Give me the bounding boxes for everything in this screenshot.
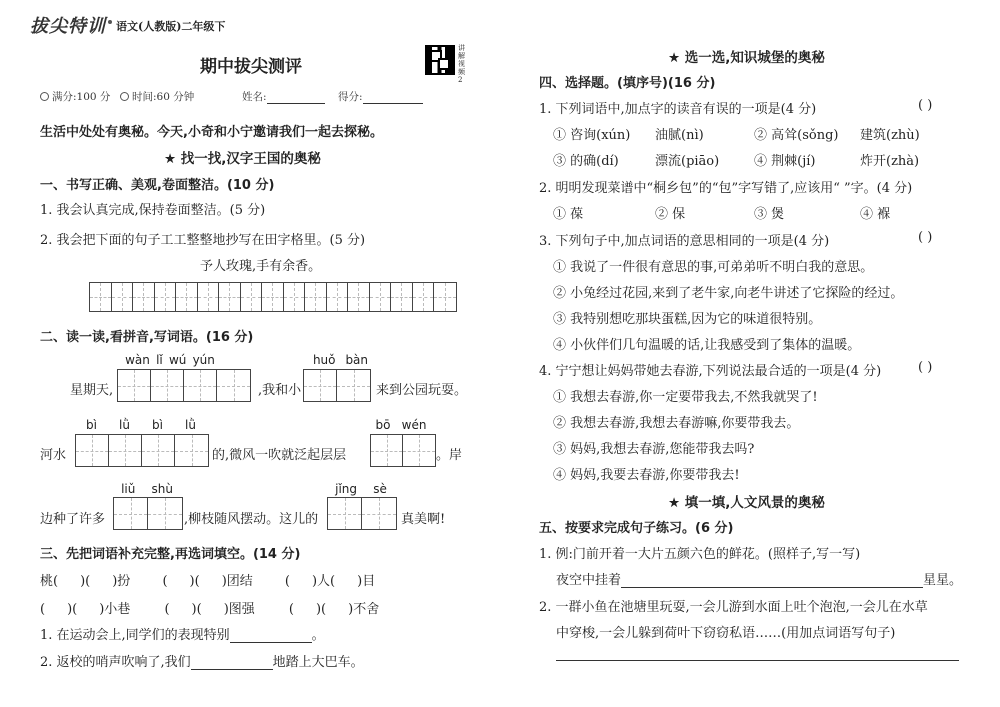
grid-cell[interactable] [219,283,241,311]
grid-cell[interactable] [327,283,349,311]
grid-cell[interactable] [391,283,413,311]
q4-1-opt-3a[interactable]: ③ 的确(dí) [553,154,619,169]
page-title: 期中拔尖测评 [200,57,302,77]
grid-cell[interactable] [403,435,435,466]
idiom-row-1[interactable]: 桃( )( )扮 ( )( )团结 ( )人( )目 [40,574,376,589]
q4-2-opt-1[interactable]: ① 葆 [553,207,584,222]
writing-grid[interactable] [89,282,457,312]
section-title-a: ★ 找一找,汉字王国的奥秘 [164,151,321,167]
q5-2-stem-b: 中穿梭,一会儿躲到荷叶下窃窃私语……(用加点词语写句子) [556,626,896,641]
name-field[interactable]: 姓名: [242,89,325,104]
grid-cell[interactable] [434,283,456,311]
answer-grid-5[interactable] [113,497,183,530]
grid-cell[interactable] [305,283,327,311]
q4-1-stem: 1. 下列词语中,加点字的读音有误的一项是(4 分) [539,102,817,117]
grid-cell[interactable] [241,283,263,311]
qr-label: 讲解视频2 [458,44,465,84]
q4-1-opt-2b: 建筑(zhù) [860,128,920,143]
q4-2-stem: 2. 明明发现菜谱中“桐乡包”的“包”字写错了,应该用“ ”字。(4 分) [539,181,913,196]
q4-3-opt-2[interactable]: ② 小兔经过花园,来到了老牛家,向老牛讲述了它探险的经过。 [553,286,904,301]
grid-cell[interactable] [155,283,177,311]
q4-3-opt-1[interactable]: ① 我说了一件很有意思的事,可弟弟听不明白我的意思。 [553,260,874,275]
grid-cell[interactable] [262,283,284,311]
part4-title: 四、选择题。(填序号)(16 分) [539,76,716,91]
grid-cell[interactable] [90,283,112,311]
q4-2-opt-3[interactable]: ③ 煲 [754,207,785,222]
answer-grid-4[interactable] [370,434,436,467]
answer-grid-3[interactable] [75,434,209,467]
q4-1-opt-2a[interactable]: ② 高耸(sǒng) [754,128,839,143]
text-park: 来到公园玩耍。 [376,383,468,398]
grid-cell[interactable] [348,283,370,311]
q4-1-answer[interactable]: ( ) [918,98,933,113]
q4-1-opt-4a[interactable]: ④ 荆棘(jí) [754,154,816,169]
radio-circle-icon [40,92,49,101]
q4-4-opt-2[interactable]: ② 我想去春游,我想去春游嘛,你要带我去。 [553,416,800,431]
text-breeze: 的,微风一吹就泛起层层 [212,448,347,463]
pinyin-group-1: wàn lǐ wú yún [125,353,215,367]
grid-cell[interactable] [362,498,396,529]
pinyin-group-5: liǔ shù [121,482,173,496]
part1-q1: 1. 我会认真完成,保持卷面整洁。(5 分) [40,203,266,218]
grid-cell[interactable] [371,435,403,466]
grid-cell[interactable] [118,370,151,401]
full-score: 满分:100 分 [40,89,110,104]
grid-cell[interactable] [76,435,109,466]
grid-cell[interactable] [109,435,142,466]
radio-circle-icon [120,92,129,101]
text-beautiful: 真美啊! [401,512,446,527]
q4-3-opt-4[interactable]: ④ 小伙伴们几句温暖的话,让我感受到了集体的温暖。 [553,338,861,353]
grid-cell[interactable] [217,370,250,401]
q4-2-opt-2[interactable]: ② 保 [655,207,686,222]
q4-3-opt-3[interactable]: ③ 我特别想吃那块蛋糕,因为它的味道很特别。 [553,312,822,327]
grid-cell[interactable] [304,370,337,401]
part5-title: 五、按要求完成句子练习。(6 分) [539,521,734,536]
part1-q2: 2. 我会把下面的句子工工整整地抄写在田字格里。(5 分) [40,233,366,248]
brand-logo: 拔尖特训 [30,16,106,37]
grid-cell[interactable] [133,283,155,311]
q5-2-answer-line[interactable] [556,660,959,661]
part3-q1[interactable]: 1. 在运动会上,同学们的表现特别 。 [40,628,325,643]
grid-cell[interactable] [413,283,435,311]
grid-cell[interactable] [176,283,198,311]
q5-1-stem: 1. 例:门前开着一大片五颜六色的鲜花。(照样子,写一写) [539,547,861,562]
q4-3-answer[interactable]: ( ) [918,230,933,245]
grid-cell[interactable] [184,370,217,401]
pinyin-group-3: bì lǜ bì lǜ [86,418,196,432]
brand-dot [108,20,112,24]
grid-cell[interactable] [114,498,148,529]
answer-grid-1[interactable] [117,369,251,402]
exam-time: 时间:60 分钟 [120,89,194,104]
q4-4-opt-4[interactable]: ④ 妈妈,我要去春游,你要带我去! [553,468,740,483]
answer-grid-6[interactable] [327,497,397,530]
q4-1-opt-1a[interactable]: ① 咨询(xún) [553,128,631,143]
grid-cell[interactable] [284,283,306,311]
q4-4-opt-1[interactable]: ① 我想去春游,你一定要带我去,不然我就哭了! [553,390,818,405]
q4-4-answer[interactable]: ( ) [918,360,933,375]
q4-4-opt-3[interactable]: ③ 妈妈,我想去春游,您能带我去吗? [553,442,755,457]
grid-cell[interactable] [151,370,184,401]
q5-1-answer[interactable]: 夜空中挂着 星星。 [556,573,963,588]
subject-label: 语文(人教版)二年级下 [116,20,226,33]
q5-2-stem-a: 2. 一群小鱼在池塘里玩耍,一会儿游到水面上吐个泡泡,一会儿在水草 [539,600,928,615]
text-shore: 。岸 [436,448,463,463]
text-weekend: 星期天, [70,383,114,398]
section-title-c: ★ 填一填,人文风景的奥秘 [668,495,825,511]
pinyin-group-4: bō wén [375,418,427,432]
grid-cell[interactable] [328,498,362,529]
q4-1-opt-1b: 油腻(nì) [655,128,704,143]
intro-text: 生活中处处有奥秘。今天,小奇和小宁邀请我们一起去探秘。 [40,125,383,140]
q4-4-stem: 4. 宁宁想让妈妈带她去春游,下列说法最合适的一项是(4 分) [539,364,882,379]
part1-title: 一、书写正确、美观,卷面整洁。(10 分) [40,178,275,193]
grid-cell[interactable] [142,435,175,466]
idiom-row-2[interactable]: ( )( )小巷 ( )( )图强 ( )( )不舍 [40,602,380,617]
grid-cell[interactable] [198,283,220,311]
section-title-b: ★ 选一选,知识城堡的奥秘 [668,50,825,66]
q4-3-stem: 3. 下列句子中,加点词语的意思相同的一项是(4 分) [539,234,830,249]
pinyin-group-6: jǐng sè [335,482,387,496]
q4-1-opt-3b: 漂流(piāo) [655,154,720,169]
part3-title: 三、先把词语补充完整,再选词填空。(14 分) [40,547,301,562]
text-and-little: ,我和小 [258,383,302,398]
answer-grid-2[interactable] [303,369,371,402]
copy-sentence: 予人玫瑰,手有余香。 [200,259,322,274]
qr-code-icon[interactable] [425,45,455,75]
grid-cell[interactable] [148,498,182,529]
text-river: 河水 [40,448,67,463]
grid-cell[interactable] [337,370,370,401]
q4-2-opt-4[interactable]: ④ 褓 [860,207,891,222]
text-planted: 边种了许多 [40,512,106,527]
score-field[interactable]: 得分: [338,89,423,104]
part3-q2[interactable]: 2. 返校的哨声吹响了,我们 地踏上大巴车。 [40,655,364,670]
pinyin-group-2: huǒ bàn [312,353,369,367]
part2-title: 二、读一读,看拼音,写词语。(16 分) [40,330,254,345]
text-willow: ,柳枝随风摆动。这儿的 [184,512,319,527]
grid-cell[interactable] [112,283,134,311]
grid-cell[interactable] [175,435,208,466]
grid-cell[interactable] [370,283,392,311]
q4-1-opt-4b: 炸开(zhà) [860,154,920,169]
